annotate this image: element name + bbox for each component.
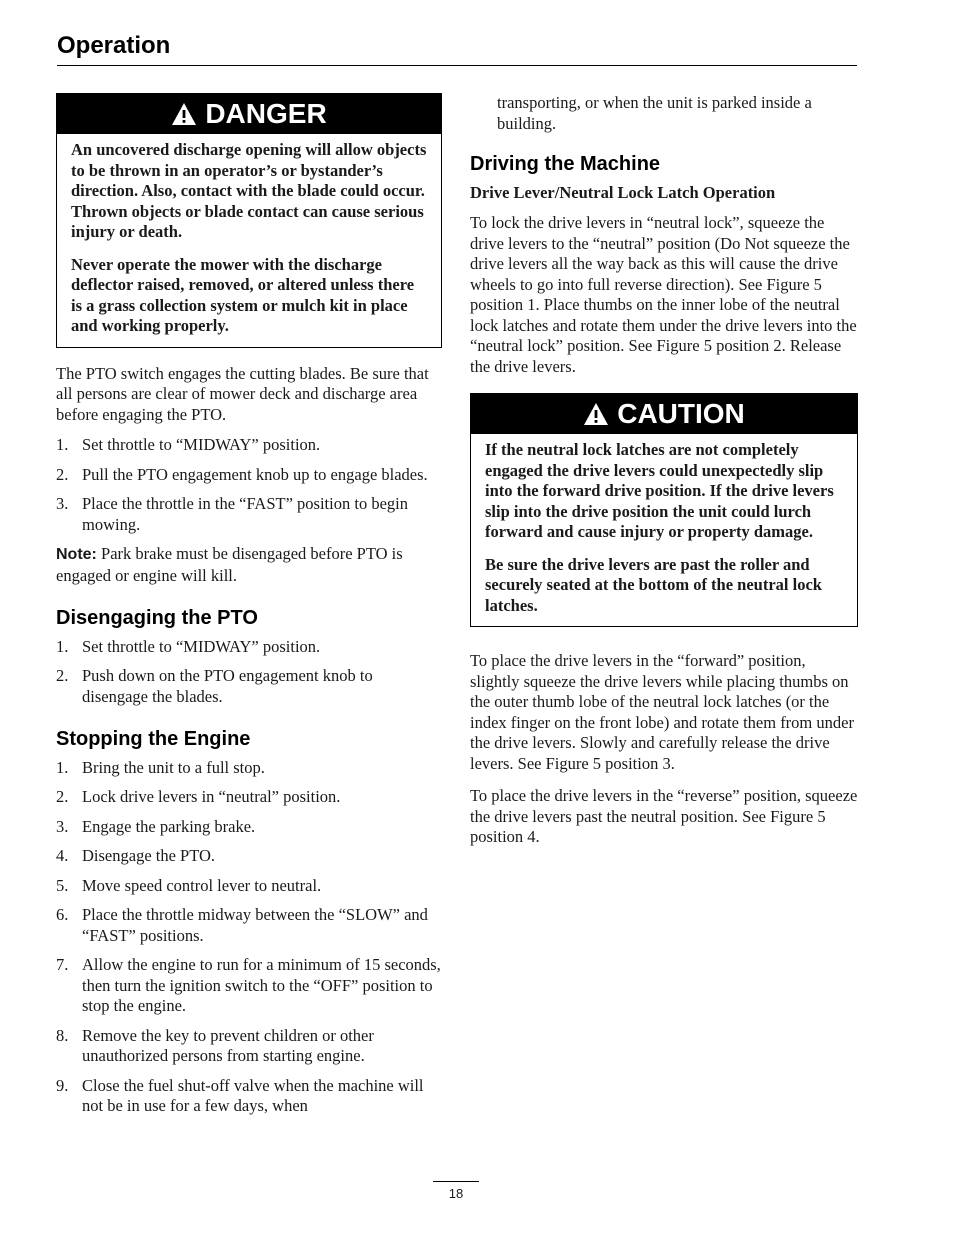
disengage-steps xyxy=(56,637,442,708)
list-item xyxy=(56,494,442,535)
caution-paragraph: If the neutral lock latches are not completely engaged the drive levers could unexpectedly slip into the forward drive position. If the drive levers slip into the drive position the unit could lurch forward and cause injury or property damage. xyxy=(485,440,834,541)
driving-paragraph: To place the drive levers in the “reverse” position, squeeze the drive levers past the neutral position. See Figure 5 position 4. xyxy=(470,786,858,846)
step-text: Move speed control lever to neutral. xyxy=(82,875,322,895)
list-item xyxy=(56,905,442,946)
step-number: 6. xyxy=(56,905,69,924)
step-number: 5. xyxy=(56,875,69,895)
caution-body xyxy=(471,434,857,626)
caution-header xyxy=(471,394,857,434)
caution-paragraph: Be sure the drive levers are past the roller and securely seated at the bottom of the neutral lock latches. xyxy=(485,554,822,615)
list-item xyxy=(56,435,442,456)
driving-paragraph: To place the drive levers in the “forward” position, slightly squeeze the drive levers while placing thumbs on the outer thumb lobe of the neutral lock latches (or the index finger on the front lobe) and rotate them from under the drive levers. Slowly and carefully release the drive levers. See Figure 5 position 3. xyxy=(470,651,854,773)
note-label: Note: xyxy=(56,546,97,563)
list-item xyxy=(56,666,442,707)
danger-label: DANGER xyxy=(205,97,327,129)
caution-box xyxy=(470,393,858,627)
danger-paragraph: Never operate the mower with the discharge deflector raised, removed, or altered unless there is a grass collection system or mulch kit in place and working properly. xyxy=(71,254,415,335)
danger-header xyxy=(57,94,441,134)
step-number: 1. xyxy=(56,757,69,777)
stopping-steps xyxy=(56,758,442,1117)
header-divider xyxy=(57,65,857,66)
step-text: Pull the PTO engagement knob up to engage blades. xyxy=(82,464,428,484)
list-item xyxy=(56,817,442,838)
list-item xyxy=(56,758,442,779)
list-item xyxy=(56,1026,442,1067)
step-text: Push down on the PTO engagement knob to disengage the blades. xyxy=(82,666,373,706)
list-item xyxy=(56,637,442,658)
step-text: Set throttle to “MIDWAY” position. xyxy=(82,636,321,656)
step-number: 3. xyxy=(56,494,69,513)
section-title: Operation xyxy=(57,32,171,59)
disengage-heading: Disengaging the PTO xyxy=(56,607,258,629)
step-number: 1. xyxy=(56,636,69,656)
warning-triangle-icon xyxy=(583,402,609,426)
list-item xyxy=(56,846,442,867)
list-item xyxy=(56,787,442,808)
step-text: Close the fuel shut-off valve when the machine will not be in use for a few days, when xyxy=(82,1075,424,1115)
danger-paragraph: An uncovered discharge opening will allow objects to be thrown in an operator’s or bystander’s direction. Also, contact with the blade could occur. Thrown objects or blade contact can cause serious injury or death. xyxy=(71,140,427,241)
step-text: Engage the parking brake. xyxy=(82,816,256,836)
step-text: Lock drive levers in “neutral” position. xyxy=(82,787,341,806)
step-continuation: transporting, or when the unit is parked inside a building. xyxy=(497,93,812,133)
engage-steps xyxy=(56,435,442,535)
left-column xyxy=(56,93,442,1126)
step-number: 2. xyxy=(56,464,69,484)
list-item xyxy=(56,1076,442,1117)
step-text: Remove the key to prevent children or other unauthorized persons from starting engine. xyxy=(82,1025,374,1065)
danger-box xyxy=(56,93,442,348)
driving-paragraph: To lock the drive levers in “neutral lock”, squeeze the drive levers to the “neutral” position (Do Not squeeze the drive levers all the way back as this will cause the drive wheels to go into full reverse direction). See Figure 5 position 1. Place thumbs on the inner lobe of the neutral lock latches and rotate them under the drive levers into the “neutral lock” position. See Figure 5 position 2. Release the drive levers. xyxy=(470,213,857,376)
step-number: 4. xyxy=(56,846,69,865)
step-number: 2. xyxy=(56,787,69,806)
page-number: 18 xyxy=(448,1186,464,1201)
step-number: 7. xyxy=(56,955,69,974)
step-text: Place the throttle midway between the “SLOW” and “FAST” positions. xyxy=(82,905,428,945)
list-item xyxy=(56,465,442,486)
pto-intro: The PTO switch engages the cutting blades. Be sure that all persons are clear of mower deck and discharge area before engaging the PTO. xyxy=(56,363,429,424)
driving-subheading: Drive Lever/Neutral Lock Latch Operation xyxy=(470,182,776,202)
step-number: 8. xyxy=(56,1025,69,1045)
danger-body xyxy=(57,134,441,347)
step-number: 3. xyxy=(56,816,69,836)
step-number: 9. xyxy=(56,1075,69,1095)
list-item xyxy=(56,955,442,1017)
warning-triangle-icon xyxy=(171,102,197,126)
step-text: Bring the unit to a full stop. xyxy=(82,757,265,777)
right-column xyxy=(470,93,858,858)
step-text: Set throttle to “MIDWAY” position. xyxy=(82,435,321,454)
footer-divider xyxy=(433,1181,479,1182)
list-item xyxy=(56,876,442,897)
driving-heading: Driving the Machine xyxy=(470,153,661,175)
step-number: 1. xyxy=(56,435,69,454)
note xyxy=(56,544,442,586)
caution-label: CAUTION xyxy=(617,397,745,429)
step-number: 2. xyxy=(56,666,69,685)
step-text: Place the throttle in the “FAST” position to begin mowing. xyxy=(82,494,408,534)
step-text: Disengage the PTO. xyxy=(82,846,216,865)
stopping-heading: Stopping the Engine xyxy=(56,728,251,750)
note-text: Park brake must be disengaged before PTO is engaged or engine will kill. xyxy=(56,544,403,585)
step-text: Allow the engine to run for a minimum of 15 seconds, then turn the ignition switch to the “OFF” position to stop the engine. xyxy=(82,955,441,1015)
